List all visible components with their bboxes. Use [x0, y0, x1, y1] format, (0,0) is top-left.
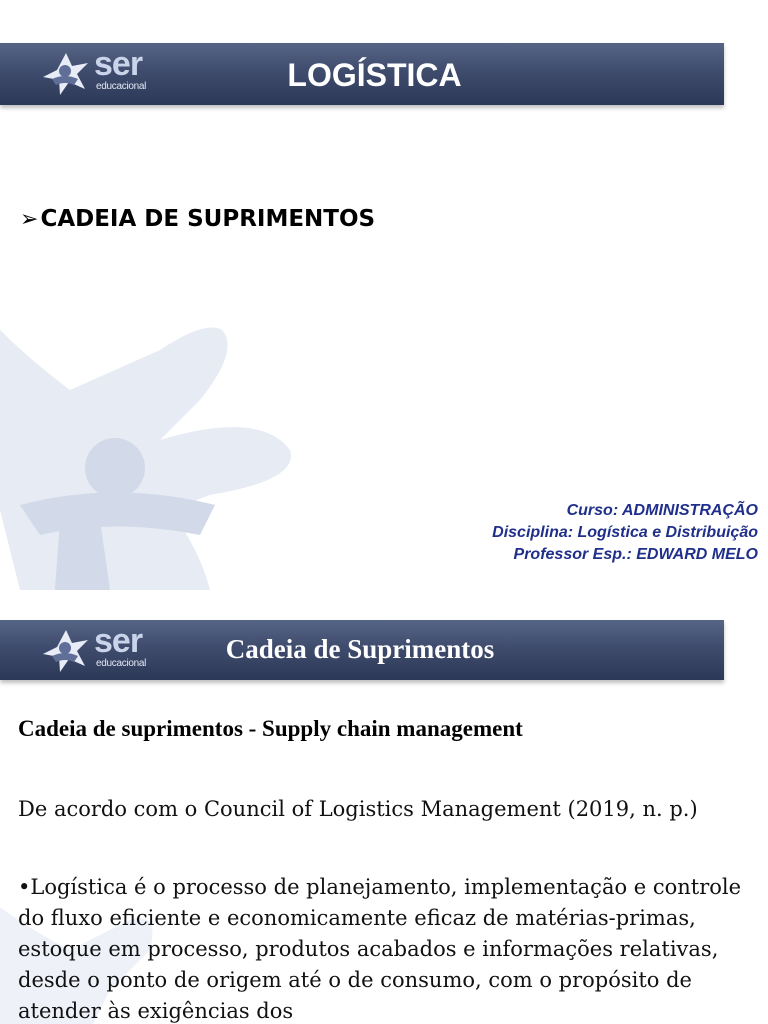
professor-line: Professor Esp.: EDWARD MELO [513, 546, 758, 563]
slide-title: LOGÍSTICA [287, 57, 462, 93]
arrow-bullet-icon: ➢ [20, 207, 39, 232]
discipline-line: Disciplina: Logística e Distribuição [492, 524, 758, 541]
ser-educacional-logo [38, 622, 158, 676]
definition-paragraph: •Logística é o processo de planejamento, implementação e controle do fluxo eficiente e economicamente eficaz de matérias-primas, estoque em processo, produtos acabados e informações relativas, desde o ponto de origem até o de consumo, com o propósito de atender às exigências dos [18, 875, 742, 1023]
course-line: Curso: ADMINISTRAÇÃO [566, 502, 758, 519]
title-banner [0, 620, 724, 680]
title-banner [0, 43, 724, 105]
source-line: De acordo com o Council of Logistics Management (2019, n. p.) [18, 797, 698, 821]
slide-2 [0, 610, 768, 1024]
star-mascot-icon [38, 628, 94, 674]
logo-brand-text: ser [94, 45, 143, 83]
slide-title: Cadeia de Suprimentos [225, 634, 495, 664]
logo-brand-text: ser [94, 622, 143, 660]
course-info [492, 500, 758, 566]
bullet-heading [20, 206, 375, 232]
logo-sub-text: educacional [96, 658, 147, 669]
section-heading: Cadeia de suprimentos - Supply chain management [18, 716, 523, 741]
bullet-heading-text: CADEIA DE SUPRIMENTOS [40, 206, 376, 232]
star-watermark-icon [0, 320, 320, 590]
logo-sub-text: educacional [96, 81, 147, 92]
